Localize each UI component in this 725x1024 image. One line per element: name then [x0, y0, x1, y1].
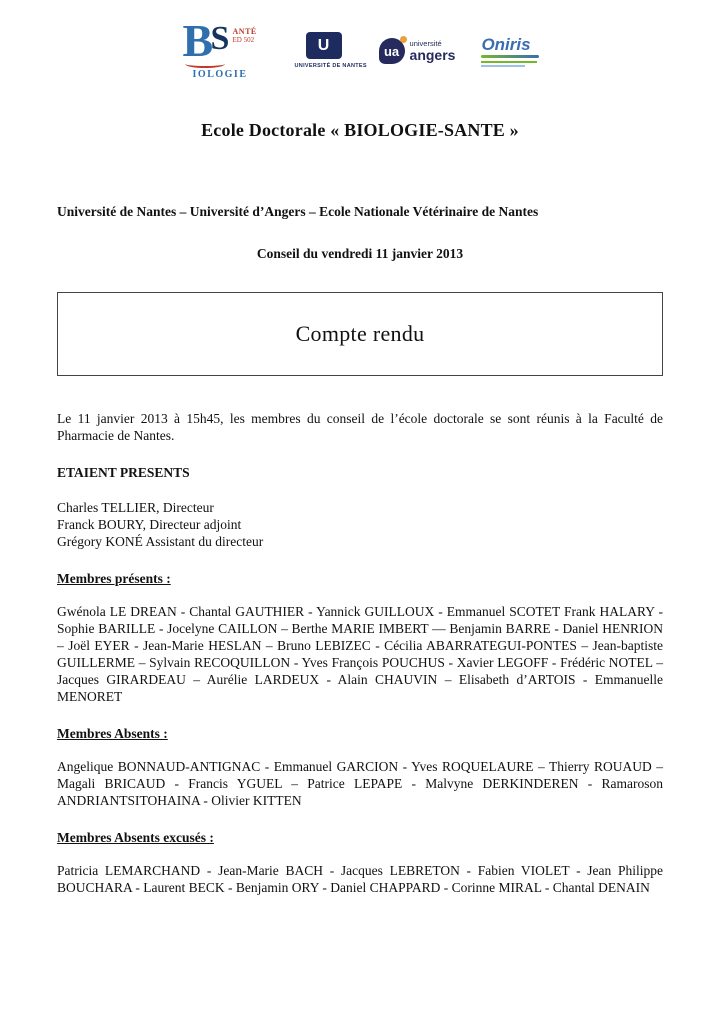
biologie-sante-logo-iologie: IOLOGIE [192, 69, 248, 80]
section-membres-absents-excuses [57, 829, 663, 896]
staff-line-assistant: Grégory KONÉ Assistant du directeur [57, 534, 264, 549]
biologie-sante-logo-ante: ANTÉ [232, 27, 257, 36]
intro-paragraph: Le 11 janvier 2013 à 15h45, les membres du conseil de l’école doctorale se sont réunis à la Faculté de Pharmacie de Nantes. [57, 411, 663, 443]
oniris-tagline-bar [481, 61, 537, 63]
section-heading [57, 725, 663, 742]
universite-angers-line2: angers [409, 46, 456, 63]
compte-rendu-title: Compte rendu [295, 321, 425, 346]
section-membres-absents [57, 725, 663, 809]
oniris-logo [481, 36, 543, 67]
universite-angers-ua-icon: ua [379, 38, 405, 64]
section-heading-text: Membres présents : [57, 571, 171, 586]
universite-nantes-logo [294, 32, 367, 69]
universite-nantes-caption: UNIVERSITÉ DE NANTES [294, 63, 367, 69]
members-absent-list: Angelique BONNAUD-ANTIGNAC - Emmanuel GARCION - Yves ROQUELAURE – Thierry ROUAUD – Magali BRICAUD - Francis YGUEL – Patrice LEPAPE - Malvyne DERKINDEREN - Ramaroson ANDRIANTSITOHAINA - Olivier KITTEN [57, 759, 663, 808]
logo-row [63, 15, 663, 84]
oniris-swoosh-icon [481, 55, 539, 58]
oniris-wordmark: Oniris [481, 35, 531, 54]
universite-angers-wordmark [410, 40, 456, 63]
section-membres-presents [57, 570, 663, 705]
oniris-tagline-bar [481, 65, 525, 67]
compte-rendu-box [57, 292, 663, 376]
universite-nantes-monogram-icon: U [306, 32, 342, 59]
section-heading [57, 829, 663, 846]
staff-line-directeur: Charles TELLIER, Directeur [57, 500, 214, 515]
biologie-sante-logo-s: S [210, 20, 230, 57]
staff-list [57, 499, 663, 550]
biologie-sante-logo-stack [233, 28, 257, 44]
members-excused-list: Patricia LEMARCHAND - Jean-Marie BACH - Jacques LEBRETON - Fabien VIOLET - Jean Philippe BOUCHARA - Laurent BECK - Benjamin ORY - Daniel CHAPPARD - Corinne MIRAL - Chantal DENAIN [57, 863, 663, 895]
section-heading-text: Membres Absents : [57, 726, 168, 741]
present-heading: ETAIENT PRESENTS [57, 465, 190, 480]
universities-line: Université de Nantes – Université d’Angers – Ecole Nationale Vétérinaire de Nantes [57, 204, 539, 219]
members-present-list: Gwénola LE DREAN - Chantal GAUTHIER - Yannick GUILLOUX - Emmanuel SCOTET Frank HALARY - Sophie BARILLE - Jocelyne CAILLON – Berthe MARIE IMBERT — Benjamin BARRE - Daniel HENRION – Joël EYER - Jean-Marie HESLAN – Bruno LEBIZEC - Cécilia ABARRATEGUI-PONTES – Jean-baptiste GUILLERME – Sylvain RECOQUILLON - Yves François POUCHUS - Xavier LEGOFF - Frédéric NOTEL – Jacques GIRARDEAU – Aurélie LARDEUX - Alain CHAUVIN – Elisabeth d’ARTOIS - Emmanuelle MENORET [57, 604, 663, 704]
section-heading [57, 570, 663, 587]
biologie-sante-logo-b: B [182, 15, 214, 66]
meeting-date-line: Conseil du vendredi 11 janvier 2013 [256, 246, 464, 261]
staff-line-directeur-adjoint: Franck BOURY, Directeur adjoint [57, 517, 242, 532]
biologie-sante-logo-swoosh [185, 60, 225, 68]
section-heading-text: Membres Absents excusés : [57, 830, 214, 845]
biologie-sante-logo [182, 15, 269, 82]
biologie-sante-logo-ed502: ED 502 [232, 36, 255, 44]
universite-angers-line1: université [409, 38, 442, 48]
page-title: Ecole Doctorale « BIOLOGIE-SANTE » [201, 120, 519, 140]
universite-angers-logo [379, 38, 456, 64]
